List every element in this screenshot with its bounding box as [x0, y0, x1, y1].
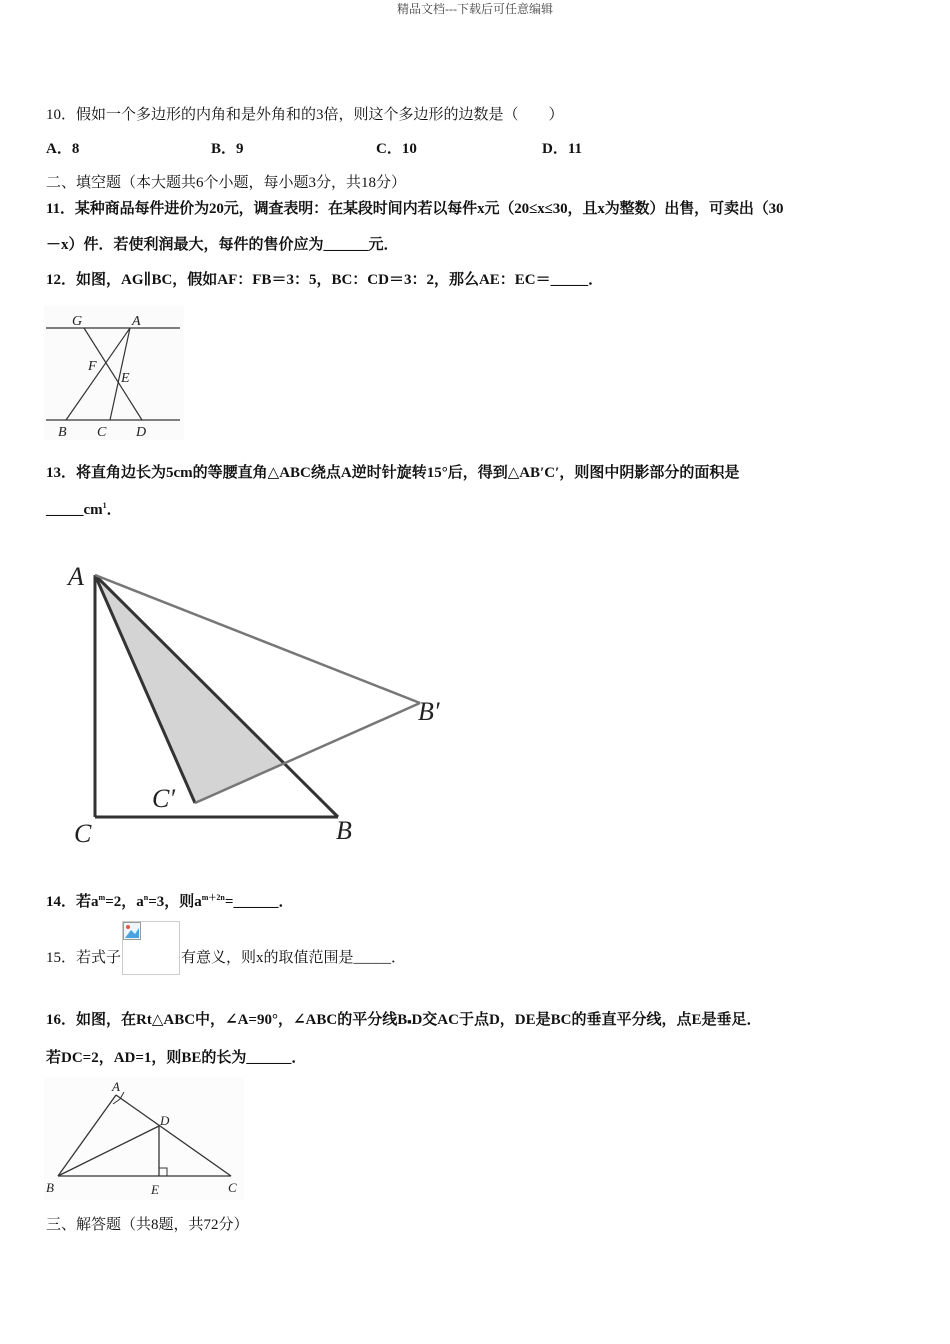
q13-line-1: 13．将直角边长为5cm的等腰直角△ABC绕点A逆时针旋转15°后，得到△AB′C′，则图中阴影部分的面积是 [46, 465, 740, 481]
q14-part-4: =______． [224, 894, 294, 910]
q13-figure [60, 555, 470, 855]
q13-answer-blank: _____cm [46, 502, 103, 518]
q14-exponent-m-2n: m＋2n [201, 893, 225, 902]
section-3-heading: 三、解答题（共8题，共72分） [46, 1217, 249, 1233]
q16-label-e: E [151, 1182, 159, 1197]
q12-figure [44, 306, 184, 440]
q13-label-b: B [336, 816, 352, 845]
q14-exponent-m: m [98, 893, 106, 902]
q14-part-2: =2，a [105, 894, 144, 910]
q11-line-1: 11．某种商品每件进价为20元，调查表明：在某段时间内若以每件x元（20≤x≤30，且x为整数）出售，可卖出（30 [46, 201, 784, 217]
q10-option-c: C．10 [376, 141, 417, 157]
q14-exponent-n: n [143, 893, 149, 902]
q16-line-2: 若DC=2，AD=1，则BE的长为______． [46, 1050, 307, 1066]
q12-label-b: B [58, 425, 67, 440]
broken-image-icon [122, 921, 180, 975]
q14-text [46, 890, 293, 911]
q13-label-c: C [74, 819, 92, 848]
q16-line-1-tail: D交AC于点D，DE是BC的垂直平分线，点E是垂足． [411, 1012, 762, 1028]
q15-part-1: 15．若式子 [46, 949, 122, 966]
q12-label-e: E [121, 371, 130, 386]
section-2-heading: 二、填空题（本大题共6个小题，每小题3分，共18分） [46, 175, 407, 191]
q16-label-c: C [228, 1180, 237, 1195]
q16-label-a: A [112, 1079, 120, 1094]
q15-part-2: 有意义，则x的取值范围是_____． [181, 949, 407, 966]
q16-label-d: D [160, 1113, 170, 1128]
q12-label-g: G [72, 314, 83, 329]
q13-unit-exponent: 1 [102, 501, 107, 510]
q10-option-a: A．8 [46, 141, 80, 157]
q10-option-b: B．9 [211, 141, 244, 157]
q11-line-2: －x）件．若使利润最大，每件的售价应为______元． [46, 237, 399, 253]
q16-label-b: B [46, 1180, 54, 1195]
q13-line-2 [46, 498, 122, 519]
q13-label-c-prime: C′ [152, 784, 176, 813]
q14-part-3: =3，则a [148, 894, 202, 910]
q13-label-a: A [68, 562, 84, 591]
q12-label-d: D [136, 425, 147, 440]
q12-label-a: A [132, 314, 141, 329]
page-header: 精品文档---下载后可任意编辑 [397, 2, 553, 16]
q10-option-d: D．11 [542, 141, 583, 157]
q12-text: 12．如图，AG∥BC，假如AF：FB＝3：5，BC：CD＝3：2，那么AE：EC＝_____． [46, 272, 604, 288]
q12-label-c: C [97, 425, 107, 440]
q12-label-f: F [88, 359, 97, 374]
q13-label-b-prime: B′ [418, 697, 440, 726]
q16-figure [44, 1078, 244, 1200]
q16-line-1: 16．如图，在Rt△ABC中，∠A=90°，∠ABC的平分线B■D交AC于点D，DE是BC的垂直平分线，点E是垂足． [46, 1012, 762, 1028]
q13-period: ． [106, 502, 122, 518]
q16-line-1-head: 16．如图，在Rt△ABC中，∠A=90°，∠ABC的平分线B [46, 1012, 408, 1028]
q10-text: 10．假如一个多边形的内角和是外角和的3倍，则这个多边形的边数是（ ） [46, 107, 564, 123]
q15-text [46, 921, 406, 975]
q14-part-1: 14．若a [46, 894, 99, 910]
